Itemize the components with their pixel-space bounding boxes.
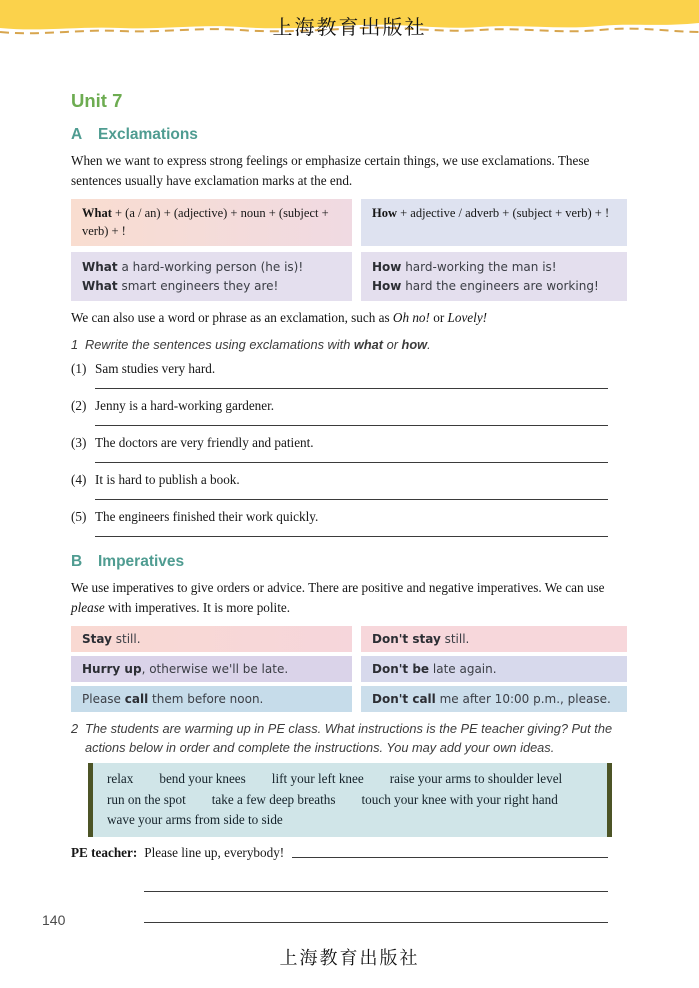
note-italic-example: Oh no!: [392, 310, 430, 325]
imp-negative-cell: Don't be late again.: [361, 656, 627, 682]
item-text: The doctors are very friendly and patient.: [95, 435, 314, 450]
exercise1-item: [71, 428, 628, 465]
box-word: touch your knee with your right hand: [361, 791, 558, 807]
rule-how-keyword: How: [372, 206, 397, 220]
section-letter: B: [71, 553, 83, 570]
imp-positive-cell: Stay still.: [71, 626, 352, 652]
answer-line: [292, 857, 608, 858]
item-row: [71, 509, 318, 525]
answer-line: [144, 891, 608, 892]
item-number: (1): [71, 361, 87, 376]
exercise1-item: [71, 502, 628, 539]
answer-line: [95, 499, 608, 500]
item-number: (3): [71, 435, 87, 450]
rule-cell-how: [361, 199, 627, 246]
answer-line: [95, 536, 608, 537]
exercise1-item: [71, 465, 628, 502]
section-a-heading: [71, 126, 628, 144]
pe-teacher-text: Please line up, everybody!: [144, 844, 285, 860]
box-word: relax: [107, 771, 134, 786]
imp-negative-cell: Don't stay still.: [361, 626, 627, 652]
example-line: How hard-working the man is!: [372, 260, 557, 274]
publisher-footer: 上海教育出版社: [279, 948, 420, 968]
item-text: Sam studies very hard.: [95, 361, 216, 376]
item-number: (2): [71, 398, 87, 413]
box-word: take a few deep breaths: [211, 791, 336, 807]
section-b-heading: [71, 553, 628, 571]
item-row: [71, 435, 314, 451]
imperatives-table: [71, 626, 628, 712]
action-word-box: [88, 763, 612, 837]
item-text: Jenny is a hard-working gardener.: [95, 398, 275, 413]
answer-line: [95, 425, 608, 426]
rule-what-keyword: What: [82, 206, 112, 220]
example-cell-how: [361, 252, 627, 301]
example-line: How hard the engineers are working!: [372, 278, 599, 293]
imperative-row: [71, 626, 628, 652]
item-number: (5): [71, 509, 87, 524]
instruction-text: The students are warming up in PE class. What instructions is the PE teacher giving? Put the actions below in order and complete the instructions. You may add your own ideas.: [85, 721, 613, 755]
exercise1-item: [71, 354, 628, 391]
pe-teacher-label: PE teacher:: [71, 844, 138, 860]
box-word: bend your knees: [159, 771, 246, 786]
item-row: [71, 472, 240, 488]
example-row: [71, 252, 628, 301]
imp-negative-cell: Don't call me after 10:00 p.m., please.: [361, 686, 627, 712]
example-line: What a hard-working person (he is)!: [82, 260, 304, 274]
exercise1-instruction: [71, 335, 628, 354]
answer-line: [144, 922, 608, 923]
item-text: The engineers finished their work quickly.: [95, 509, 319, 524]
item-row: [71, 398, 274, 414]
section-a-intro: When we want to express strong feelings or emphasize certain things, we use exclamations. These sentences usually have exclamation marks at the end.: [71, 153, 590, 188]
section-title: Imperatives: [98, 553, 185, 570]
box-word: wave your arms from side to side: [107, 812, 283, 827]
rule-row: [71, 199, 628, 246]
answer-line: [95, 388, 608, 389]
publisher-header: 上海教育出版社: [272, 17, 427, 39]
answer-line: [95, 462, 608, 463]
instruction-text: Rewrite the sentences using exclamations with what or how.: [85, 337, 431, 352]
item-row: [71, 361, 215, 377]
note-italic-example: Lovely!: [447, 310, 488, 325]
page-number: 140: [42, 912, 66, 928]
imperative-row: [71, 686, 628, 712]
word-box-line: [107, 790, 599, 811]
page-content: [71, 90, 628, 923]
section-b-intro: We use imperatives to give orders or advice. There are positive and negative imperatives. We can use please with imperatives. It is more polite.: [71, 580, 605, 615]
section-title: Exclamations: [98, 126, 198, 143]
example-line: What smart engineers they are!: [82, 278, 279, 293]
exclamation-note: We can also use a word or phrase as an exclamation, such as Oh no! or Lovely!: [71, 310, 488, 325]
word-box-line: [107, 810, 599, 831]
imp-positive-cell: Hurry up, otherwise we'll be late.: [71, 656, 352, 682]
imp-positive-cell: Please call them before noon.: [71, 686, 352, 712]
example-cell-what: [71, 252, 352, 301]
word-box-line: [107, 769, 599, 790]
exclamation-rule-table: [71, 199, 628, 301]
box-word: run on the spot: [107, 791, 186, 807]
box-word: lift your left knee: [271, 771, 364, 786]
section-letter: A: [71, 126, 83, 143]
imperative-row: [71, 656, 628, 682]
pe-teacher-row: [71, 845, 628, 861]
intro-italic-word: please: [71, 600, 105, 615]
exercise1-item: [71, 391, 628, 428]
item-number: (4): [71, 472, 87, 487]
rule-how-pattern: + adjective / adverb + (subject + verb) + !: [397, 206, 610, 220]
exercise-number: 1: [71, 337, 79, 352]
unit-title: Unit 7: [71, 90, 123, 111]
item-text: It is hard to publish a book.: [95, 472, 240, 487]
box-word: raise your arms to shoulder level: [389, 771, 563, 786]
rule-cell-what: [71, 199, 352, 246]
exercise2-instruction: [71, 719, 628, 757]
exercise-number: 2: [71, 721, 79, 736]
rule-what-pattern: + (a / an) + (adjective) + noun + (subject + verb) + !: [82, 206, 329, 238]
top-banner: [0, 0, 699, 46]
